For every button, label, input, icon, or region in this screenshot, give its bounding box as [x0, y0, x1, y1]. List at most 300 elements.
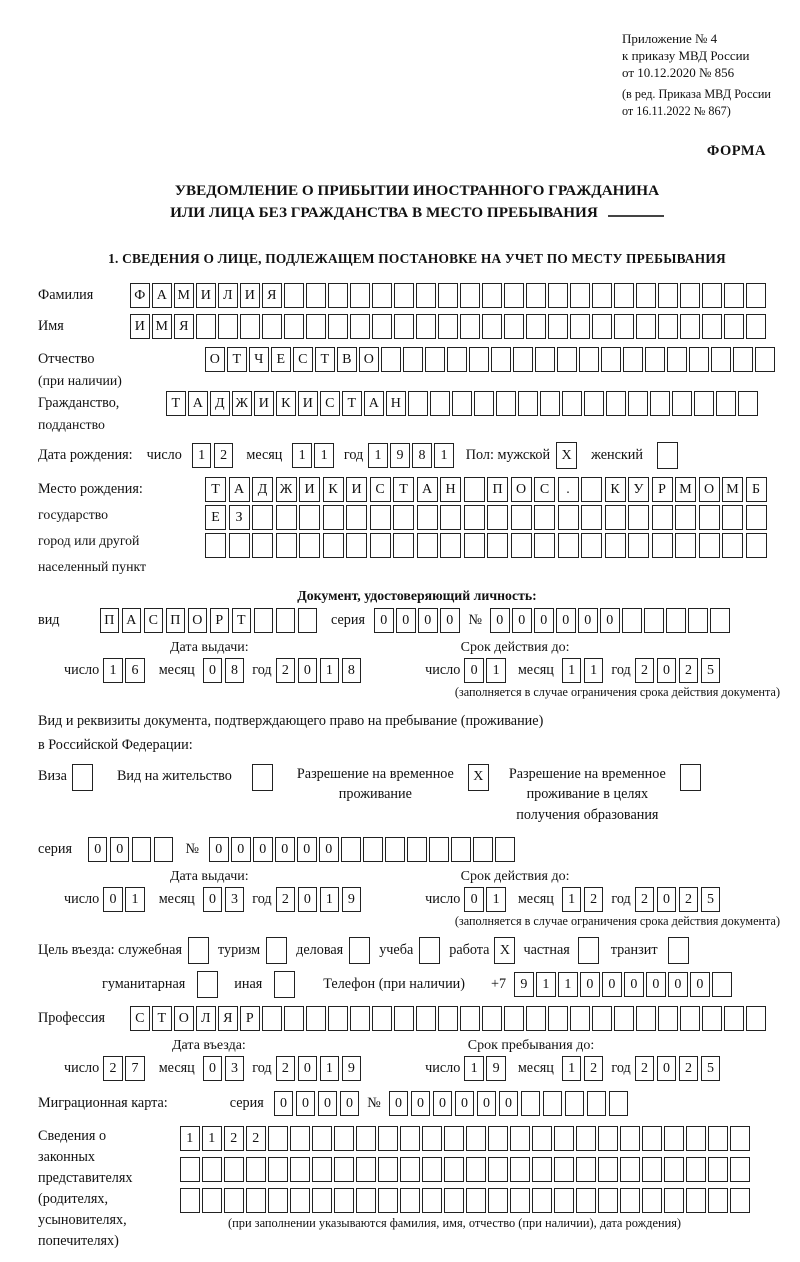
form-cell[interactable]: [658, 314, 678, 339]
form-cell[interactable]: 1: [292, 443, 312, 468]
form-cell[interactable]: 8: [412, 443, 432, 468]
form-cell[interactable]: 0: [274, 1091, 294, 1116]
form-cell[interactable]: 0: [298, 1056, 318, 1081]
form-cell[interactable]: [496, 391, 516, 416]
form-cell[interactable]: [702, 1006, 722, 1031]
form-cell[interactable]: 0: [340, 1091, 360, 1116]
form-cell[interactable]: 0: [110, 837, 130, 862]
form-cell[interactable]: [592, 1006, 612, 1031]
form-cell[interactable]: [730, 1188, 750, 1213]
form-cell[interactable]: [416, 283, 436, 308]
form-cell[interactable]: [400, 1126, 420, 1151]
form-cell[interactable]: [579, 347, 599, 372]
form-cell[interactable]: 0: [88, 837, 108, 862]
form-cell[interactable]: [511, 533, 532, 558]
form-cell[interactable]: [532, 1126, 552, 1151]
form-cell[interactable]: К: [276, 391, 296, 416]
form-cell[interactable]: С: [144, 608, 164, 633]
form-cell[interactable]: [334, 1157, 354, 1182]
form-cell[interactable]: С: [320, 391, 340, 416]
form-cell[interactable]: И: [240, 283, 260, 308]
form-cell[interactable]: [526, 314, 546, 339]
form-cell[interactable]: 1: [558, 972, 578, 997]
form-cell[interactable]: 0: [103, 887, 123, 912]
form-cell[interactable]: Я: [218, 1006, 238, 1031]
form-cell[interactable]: [554, 1157, 574, 1182]
form-cell[interactable]: Ч: [249, 347, 269, 372]
form-cell[interactable]: [268, 1188, 288, 1213]
form-cell[interactable]: [254, 608, 274, 633]
form-cell[interactable]: 0: [203, 887, 223, 912]
form-cell[interactable]: [614, 314, 634, 339]
form-cell[interactable]: 1: [562, 1056, 582, 1081]
form-cell[interactable]: [197, 971, 218, 998]
form-cell[interactable]: [672, 391, 692, 416]
form-cell[interactable]: 0: [374, 608, 394, 633]
form-cell[interactable]: [699, 533, 720, 558]
form-cell[interactable]: З: [229, 505, 250, 530]
form-cell[interactable]: [425, 347, 445, 372]
form-cell[interactable]: Л: [196, 1006, 216, 1031]
form-cell[interactable]: 1: [320, 887, 340, 912]
form-cell[interactable]: 0: [455, 1091, 475, 1116]
form-cell[interactable]: [246, 1188, 266, 1213]
form-cell[interactable]: [724, 283, 744, 308]
form-cell[interactable]: [385, 837, 405, 862]
form-cell[interactable]: 2: [584, 887, 604, 912]
form-cell[interactable]: [658, 1006, 678, 1031]
form-cell[interactable]: 0: [203, 1056, 223, 1081]
form-cell[interactable]: Н: [440, 477, 461, 502]
form-cell[interactable]: [452, 391, 472, 416]
form-cell[interactable]: [645, 347, 665, 372]
form-cell[interactable]: 2: [276, 887, 296, 912]
form-cell[interactable]: [451, 837, 471, 862]
form-cell[interactable]: 0: [499, 1091, 519, 1116]
form-cell[interactable]: [422, 1188, 442, 1213]
form-cell[interactable]: 1: [434, 443, 454, 468]
form-cell[interactable]: [416, 1006, 436, 1031]
form-cell[interactable]: 2: [679, 658, 699, 683]
form-cell[interactable]: [534, 505, 555, 530]
form-cell[interactable]: 1: [320, 658, 340, 683]
form-cell[interactable]: 1: [584, 658, 604, 683]
form-cell[interactable]: С: [534, 477, 555, 502]
form-cell[interactable]: В: [337, 347, 357, 372]
form-cell[interactable]: [202, 1188, 222, 1213]
form-cell[interactable]: .: [558, 477, 579, 502]
form-cell[interactable]: 0: [602, 972, 622, 997]
form-cell[interactable]: [746, 1006, 766, 1031]
form-cell[interactable]: Т: [166, 391, 186, 416]
form-cell[interactable]: [570, 314, 590, 339]
form-cell[interactable]: [746, 283, 766, 308]
form-cell[interactable]: [482, 314, 502, 339]
form-cell[interactable]: [202, 1157, 222, 1182]
form-cell[interactable]: Р: [652, 477, 673, 502]
form-cell[interactable]: 0: [440, 608, 460, 633]
form-cell[interactable]: [284, 283, 304, 308]
form-cell[interactable]: О: [205, 347, 225, 372]
form-cell[interactable]: [487, 533, 508, 558]
form-cell[interactable]: [730, 1126, 750, 1151]
form-cell[interactable]: 0: [556, 608, 576, 633]
form-cell[interactable]: [680, 1006, 700, 1031]
form-cell[interactable]: [444, 1188, 464, 1213]
form-cell[interactable]: М: [152, 314, 172, 339]
form-cell[interactable]: О: [359, 347, 379, 372]
form-cell[interactable]: [598, 1126, 618, 1151]
form-cell[interactable]: [576, 1157, 596, 1182]
form-cell[interactable]: М: [675, 477, 696, 502]
form-cell[interactable]: [598, 1188, 618, 1213]
form-cell[interactable]: [746, 533, 767, 558]
form-cell[interactable]: 0: [418, 608, 438, 633]
form-cell[interactable]: [400, 1157, 420, 1182]
form-cell[interactable]: [378, 1188, 398, 1213]
form-cell[interactable]: М: [174, 283, 194, 308]
form-cell[interactable]: [570, 1006, 590, 1031]
form-cell[interactable]: [268, 1126, 288, 1151]
form-cell[interactable]: [444, 1157, 464, 1182]
form-cell[interactable]: [378, 1157, 398, 1182]
form-cell[interactable]: [548, 283, 568, 308]
form-cell[interactable]: О: [511, 477, 532, 502]
form-cell[interactable]: [370, 533, 391, 558]
form-cell[interactable]: Я: [262, 283, 282, 308]
form-cell[interactable]: 2: [224, 1126, 244, 1151]
form-cell[interactable]: 1: [368, 443, 388, 468]
form-cell[interactable]: 5: [701, 658, 721, 683]
form-cell[interactable]: [417, 505, 438, 530]
form-cell[interactable]: Ф: [130, 283, 150, 308]
form-cell[interactable]: [482, 283, 502, 308]
form-cell[interactable]: 0: [297, 837, 317, 862]
form-cell[interactable]: [440, 533, 461, 558]
form-cell[interactable]: Ж: [232, 391, 252, 416]
form-cell[interactable]: [606, 391, 626, 416]
form-cell[interactable]: 1: [464, 1056, 484, 1081]
form-cell[interactable]: [716, 391, 736, 416]
form-cell[interactable]: [510, 1157, 530, 1182]
form-cell[interactable]: Т: [205, 477, 226, 502]
form-cell[interactable]: А: [188, 391, 208, 416]
form-cell[interactable]: 1: [562, 887, 582, 912]
form-cell[interactable]: [356, 1126, 376, 1151]
form-cell[interactable]: [218, 314, 238, 339]
form-cell[interactable]: [229, 533, 250, 558]
form-cell[interactable]: X: [468, 764, 489, 791]
form-cell[interactable]: [276, 608, 296, 633]
form-cell[interactable]: [667, 347, 687, 372]
form-cell[interactable]: [290, 1126, 310, 1151]
form-cell[interactable]: 5: [701, 1056, 721, 1081]
form-cell[interactable]: [658, 283, 678, 308]
form-cell[interactable]: И: [254, 391, 274, 416]
form-cell[interactable]: 0: [464, 887, 484, 912]
form-cell[interactable]: [350, 1006, 370, 1031]
form-cell[interactable]: [746, 505, 767, 530]
form-cell[interactable]: У: [628, 477, 649, 502]
form-cell[interactable]: [180, 1157, 200, 1182]
form-cell[interactable]: 9: [486, 1056, 506, 1081]
form-cell[interactable]: 9: [390, 443, 410, 468]
form-cell[interactable]: 0: [657, 1056, 677, 1081]
form-cell[interactable]: 0: [318, 1091, 338, 1116]
form-cell[interactable]: [372, 1006, 392, 1031]
form-cell[interactable]: 8: [225, 658, 245, 683]
form-cell[interactable]: [587, 1091, 607, 1116]
form-cell[interactable]: [668, 937, 689, 964]
form-cell[interactable]: 1: [314, 443, 334, 468]
form-cell[interactable]: [266, 937, 287, 964]
form-cell[interactable]: [565, 1091, 585, 1116]
form-cell[interactable]: [438, 1006, 458, 1031]
form-cell[interactable]: [378, 1126, 398, 1151]
form-cell[interactable]: 0: [646, 972, 666, 997]
form-cell[interactable]: X: [494, 937, 515, 964]
form-cell[interactable]: [642, 1126, 662, 1151]
form-cell[interactable]: [299, 533, 320, 558]
form-cell[interactable]: [356, 1188, 376, 1213]
form-cell[interactable]: Т: [342, 391, 362, 416]
form-cell[interactable]: 0: [298, 887, 318, 912]
form-cell[interactable]: [532, 1157, 552, 1182]
form-cell[interactable]: [400, 1188, 420, 1213]
form-cell[interactable]: [312, 1188, 332, 1213]
form-cell[interactable]: [298, 608, 318, 633]
form-cell[interactable]: 0: [600, 608, 620, 633]
form-cell[interactable]: [680, 283, 700, 308]
form-cell[interactable]: [284, 314, 304, 339]
form-cell[interactable]: [592, 283, 612, 308]
form-cell[interactable]: [504, 314, 524, 339]
form-cell[interactable]: [460, 283, 480, 308]
form-cell[interactable]: [628, 391, 648, 416]
form-cell[interactable]: [680, 314, 700, 339]
form-cell[interactable]: [746, 314, 766, 339]
form-cell[interactable]: [252, 764, 273, 791]
form-cell[interactable]: 1: [125, 887, 145, 912]
form-cell[interactable]: 0: [275, 837, 295, 862]
form-cell[interactable]: X: [556, 442, 577, 469]
form-cell[interactable]: 0: [209, 837, 229, 862]
form-cell[interactable]: Р: [210, 608, 230, 633]
form-cell[interactable]: [306, 283, 326, 308]
form-cell[interactable]: [180, 1188, 200, 1213]
form-cell[interactable]: [328, 283, 348, 308]
form-cell[interactable]: 0: [319, 837, 339, 862]
form-cell[interactable]: [372, 314, 392, 339]
form-cell[interactable]: [487, 505, 508, 530]
form-cell[interactable]: 2: [246, 1126, 266, 1151]
form-cell[interactable]: 0: [580, 972, 600, 997]
form-cell[interactable]: [394, 1006, 414, 1031]
form-cell[interactable]: [154, 837, 174, 862]
form-cell[interactable]: [609, 1091, 629, 1116]
form-cell[interactable]: [482, 1006, 502, 1031]
form-cell[interactable]: [252, 533, 273, 558]
form-cell[interactable]: [680, 764, 701, 791]
form-cell[interactable]: [628, 533, 649, 558]
form-cell[interactable]: А: [417, 477, 438, 502]
form-cell[interactable]: 2: [103, 1056, 123, 1081]
form-cell[interactable]: О: [188, 608, 208, 633]
form-cell[interactable]: [370, 505, 391, 530]
form-cell[interactable]: [642, 1157, 662, 1182]
form-cell[interactable]: И: [299, 477, 320, 502]
form-cell[interactable]: [460, 314, 480, 339]
form-cell[interactable]: 1: [320, 1056, 340, 1081]
form-cell[interactable]: [636, 1006, 656, 1031]
form-cell[interactable]: [548, 1006, 568, 1031]
form-cell[interactable]: 9: [342, 887, 362, 912]
form-cell[interactable]: 1: [562, 658, 582, 683]
form-cell[interactable]: [576, 1126, 596, 1151]
form-cell[interactable]: [722, 505, 743, 530]
form-cell[interactable]: [518, 391, 538, 416]
form-cell[interactable]: [393, 533, 414, 558]
form-cell[interactable]: [416, 314, 436, 339]
form-cell[interactable]: 1: [486, 658, 506, 683]
form-cell[interactable]: [708, 1157, 728, 1182]
form-cell[interactable]: [675, 533, 696, 558]
form-cell[interactable]: [711, 347, 731, 372]
form-cell[interactable]: 0: [690, 972, 710, 997]
form-cell[interactable]: [584, 391, 604, 416]
form-cell[interactable]: [274, 971, 295, 998]
form-cell[interactable]: [581, 477, 602, 502]
form-cell[interactable]: [488, 1126, 508, 1151]
form-cell[interactable]: П: [166, 608, 186, 633]
form-cell[interactable]: [464, 505, 485, 530]
form-cell[interactable]: [440, 505, 461, 530]
form-cell[interactable]: 2: [276, 1056, 296, 1081]
form-cell[interactable]: 1: [536, 972, 556, 997]
form-cell[interactable]: 0: [657, 658, 677, 683]
form-cell[interactable]: [578, 937, 599, 964]
form-cell[interactable]: [724, 1006, 744, 1031]
form-cell[interactable]: [268, 1157, 288, 1182]
form-cell[interactable]: К: [605, 477, 626, 502]
form-cell[interactable]: [592, 314, 612, 339]
form-cell[interactable]: [341, 837, 361, 862]
form-cell[interactable]: [276, 505, 297, 530]
form-cell[interactable]: [510, 1188, 530, 1213]
form-cell[interactable]: [299, 505, 320, 530]
form-cell[interactable]: [675, 505, 696, 530]
form-cell[interactable]: [540, 391, 560, 416]
form-cell[interactable]: [363, 837, 383, 862]
form-cell[interactable]: [466, 1126, 486, 1151]
form-cell[interactable]: Л: [218, 283, 238, 308]
form-cell[interactable]: [306, 1006, 326, 1031]
form-cell[interactable]: 0: [624, 972, 644, 997]
form-cell[interactable]: [521, 1091, 541, 1116]
form-cell[interactable]: 0: [296, 1091, 316, 1116]
form-cell[interactable]: 1: [486, 887, 506, 912]
form-cell[interactable]: [488, 1188, 508, 1213]
form-cell[interactable]: [306, 314, 326, 339]
form-cell[interactable]: [466, 1157, 486, 1182]
form-cell[interactable]: [474, 391, 494, 416]
form-cell[interactable]: [686, 1126, 706, 1151]
form-cell[interactable]: [422, 1157, 442, 1182]
form-cell[interactable]: [620, 1157, 640, 1182]
form-cell[interactable]: [688, 608, 708, 633]
form-cell[interactable]: [205, 533, 226, 558]
form-cell[interactable]: [284, 1006, 304, 1031]
form-cell[interactable]: [650, 391, 670, 416]
form-cell[interactable]: [513, 347, 533, 372]
form-cell[interactable]: [526, 283, 546, 308]
form-cell[interactable]: [708, 1188, 728, 1213]
form-cell[interactable]: [699, 505, 720, 530]
form-cell[interactable]: [664, 1126, 684, 1151]
form-cell[interactable]: 0: [578, 608, 598, 633]
form-cell[interactable]: А: [229, 477, 250, 502]
form-cell[interactable]: [738, 391, 758, 416]
form-cell[interactable]: [628, 505, 649, 530]
form-cell[interactable]: [581, 505, 602, 530]
form-cell[interactable]: [708, 1126, 728, 1151]
form-cell[interactable]: [372, 283, 392, 308]
form-cell[interactable]: [196, 314, 216, 339]
form-cell[interactable]: [644, 608, 664, 633]
form-cell[interactable]: [438, 283, 458, 308]
form-cell[interactable]: Т: [315, 347, 335, 372]
form-cell[interactable]: [558, 505, 579, 530]
form-cell[interactable]: [188, 937, 209, 964]
form-cell[interactable]: 2: [276, 658, 296, 683]
form-cell[interactable]: Д: [210, 391, 230, 416]
form-cell[interactable]: [702, 314, 722, 339]
form-cell[interactable]: [601, 347, 621, 372]
form-cell[interactable]: [689, 347, 709, 372]
form-cell[interactable]: [346, 533, 367, 558]
form-cell[interactable]: С: [130, 1006, 150, 1031]
form-cell[interactable]: [394, 314, 414, 339]
form-cell[interactable]: 9: [514, 972, 534, 997]
form-cell[interactable]: С: [370, 477, 391, 502]
form-cell[interactable]: [422, 1126, 442, 1151]
form-cell[interactable]: [510, 1126, 530, 1151]
form-cell[interactable]: [535, 347, 555, 372]
form-cell[interactable]: [417, 533, 438, 558]
form-cell[interactable]: 0: [231, 837, 251, 862]
form-cell[interactable]: [548, 314, 568, 339]
form-cell[interactable]: [686, 1157, 706, 1182]
form-cell[interactable]: [724, 314, 744, 339]
form-cell[interactable]: [554, 1188, 574, 1213]
form-cell[interactable]: 0: [534, 608, 554, 633]
form-cell[interactable]: [636, 283, 656, 308]
form-cell[interactable]: [407, 837, 427, 862]
form-cell[interactable]: [394, 283, 414, 308]
form-cell[interactable]: [328, 1006, 348, 1031]
form-cell[interactable]: М: [722, 477, 743, 502]
form-cell[interactable]: [554, 1126, 574, 1151]
form-cell[interactable]: [447, 347, 467, 372]
form-cell[interactable]: 0: [512, 608, 532, 633]
form-cell[interactable]: И: [298, 391, 318, 416]
form-cell[interactable]: 0: [657, 887, 677, 912]
form-cell[interactable]: [408, 391, 428, 416]
form-cell[interactable]: 0: [668, 972, 688, 997]
form-cell[interactable]: [652, 533, 673, 558]
form-cell[interactable]: [349, 937, 370, 964]
form-cell[interactable]: [312, 1157, 332, 1182]
